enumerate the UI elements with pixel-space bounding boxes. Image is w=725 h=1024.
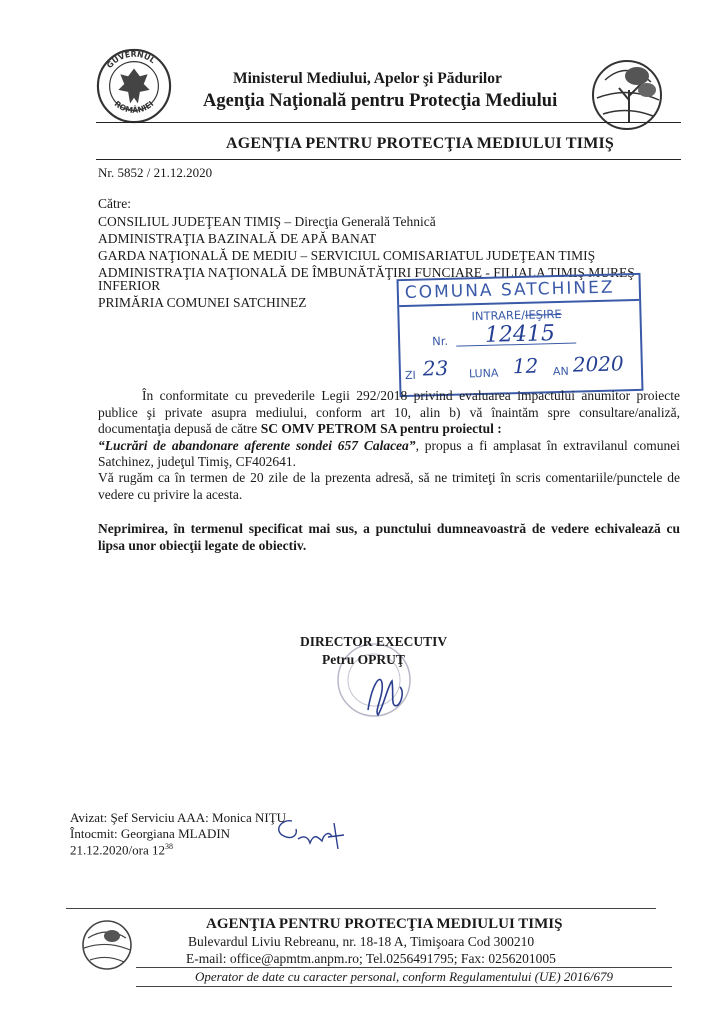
recipients-label: Către: [98,196,131,211]
recipient-item: CONSILIUL JUDEŢEAN TIMIŞ – Direcţia Generală Tehnică [98,214,436,229]
footer-data-operator-note: Operator de date cu caracter personal, conform Regulamentului (UE) 2016/679 [136,967,672,987]
national-agency-name: Agenţia Naţională pentru Protecţia Mediului [203,91,558,111]
signatory-title: DIRECTOR EXECUTIV [300,634,448,649]
stamp-direction-struck: IEŞIRE [524,306,562,322]
footer-contact: E-mail: office@apmtm.anpm.ro; Tel.0256491795; Fax: 0256201005 [186,951,556,966]
initials-signature [252,815,347,855]
date-time: 21.12.2020/ora $12^{38}$ [70,842,173,858]
body-paragraph-3: Neprimirea, în termenul specificat mai sus, a punctului dumneavoastră de vedere echivalează cu lipsa unor obiecţii legate de obiectiv. [98,521,680,553]
paragraph-text: , propus a fi amplasat în extravilanul comunei Satchinez, judeţul Timiş, CF402641. [98,437,680,469]
paragraph-text: În conformitate cu prevederile Legii 292/2018 privind evaluarea impactului anumitor proiecte publice şi private asupra mediului, conform art 10, alin b) vă înaintăm spre consultare/analiză, documentaţia depusă de către [98,388,680,436]
prepared-by: Întocmit: Georgiana MLADIN [70,826,231,841]
stamp-direction: INTRARE/IEŞIRE [471,306,562,324]
body-paragraph-2: Vă rugăm ca în termen de 20 zile de la prezenta adresă, să ne trimiteţi în scris comentariile/punctele de vedere cu privire la acesta. [98,470,680,502]
recipient-item: GARDA NAŢIONALĂ DE MEDIU – SERVICIUL COMISARIATUL JUDEŢEAN TIMIŞ [98,248,596,263]
header-divider [96,122,681,123]
stamp-year-label: AN [552,364,569,379]
stamp-month-value: 12 [512,353,539,379]
signatory-name: Petru OPRUŢ [322,652,405,667]
project-name: “Lucrări de abandonare aferente sondei 657 Calacea” [98,437,416,453]
approved-by: Avizat: Şef Serviciu AAA: Monica NIŢU [70,810,287,825]
svg-text:ROMÂNIEI: ROMÂNIEI [112,99,156,115]
registration-stamp [396,273,643,397]
stamp-title: COMUNA SATCHINEZ [404,277,615,303]
footer-agency-name: AGENŢIA PENTRU PROTECŢIA MEDIULUI TIMIŞ [206,916,563,932]
stamp-nr-value: 12415 [484,321,556,348]
stamp-year-value: 2020 [572,351,624,377]
government-seal-icon [95,47,173,125]
ministry-name: Ministerul Mediului, Apelor şi Pădurilor [233,70,502,87]
footer-address: Bulevardul Liviu Rebreanu, nr. 18-18 A, Timişoara Cod 300210 [188,934,535,949]
recipient-item: PRIMĂRIA COMUNEI SATCHINEZ [98,295,307,310]
footer-globe-logo-icon [80,918,135,973]
recipient-item: ADMINISTRAŢIA BAZINALĂ DE APĂ BANAT [98,231,377,246]
title-divider [96,159,681,160]
footer-divider [66,908,656,909]
stamp-day-label: ZI [404,368,416,383]
svg-text:GUVERNUL: GUVERNUL [105,49,157,71]
body-paragraph-1 [98,388,680,471]
local-agency-title: AGENŢIA PENTRU PROTECŢIA MEDIULUI TIMIŞ [226,135,615,152]
company-name: SC OMV PETROM SA pentru proiectul : [260,421,502,436]
stamp-month-label: LUNA [468,366,499,381]
environment-agency-logo-icon [585,50,670,140]
stamp-nr-label: Nr. [431,333,449,349]
handwritten-signature [358,665,408,720]
recipient-item: ADMINISTRAŢIA NAŢIONALĂ DE ÎMBUNĂTĂŢIRI FUNCIARE - FILIALA TIMIŞ MUREŞ [98,265,635,280]
recipient-item: INFERIOR [98,278,161,293]
reference-number: Nr. 5852 / 21.12.2020 [98,165,213,180]
stamp-day-value: 23 [422,355,449,381]
